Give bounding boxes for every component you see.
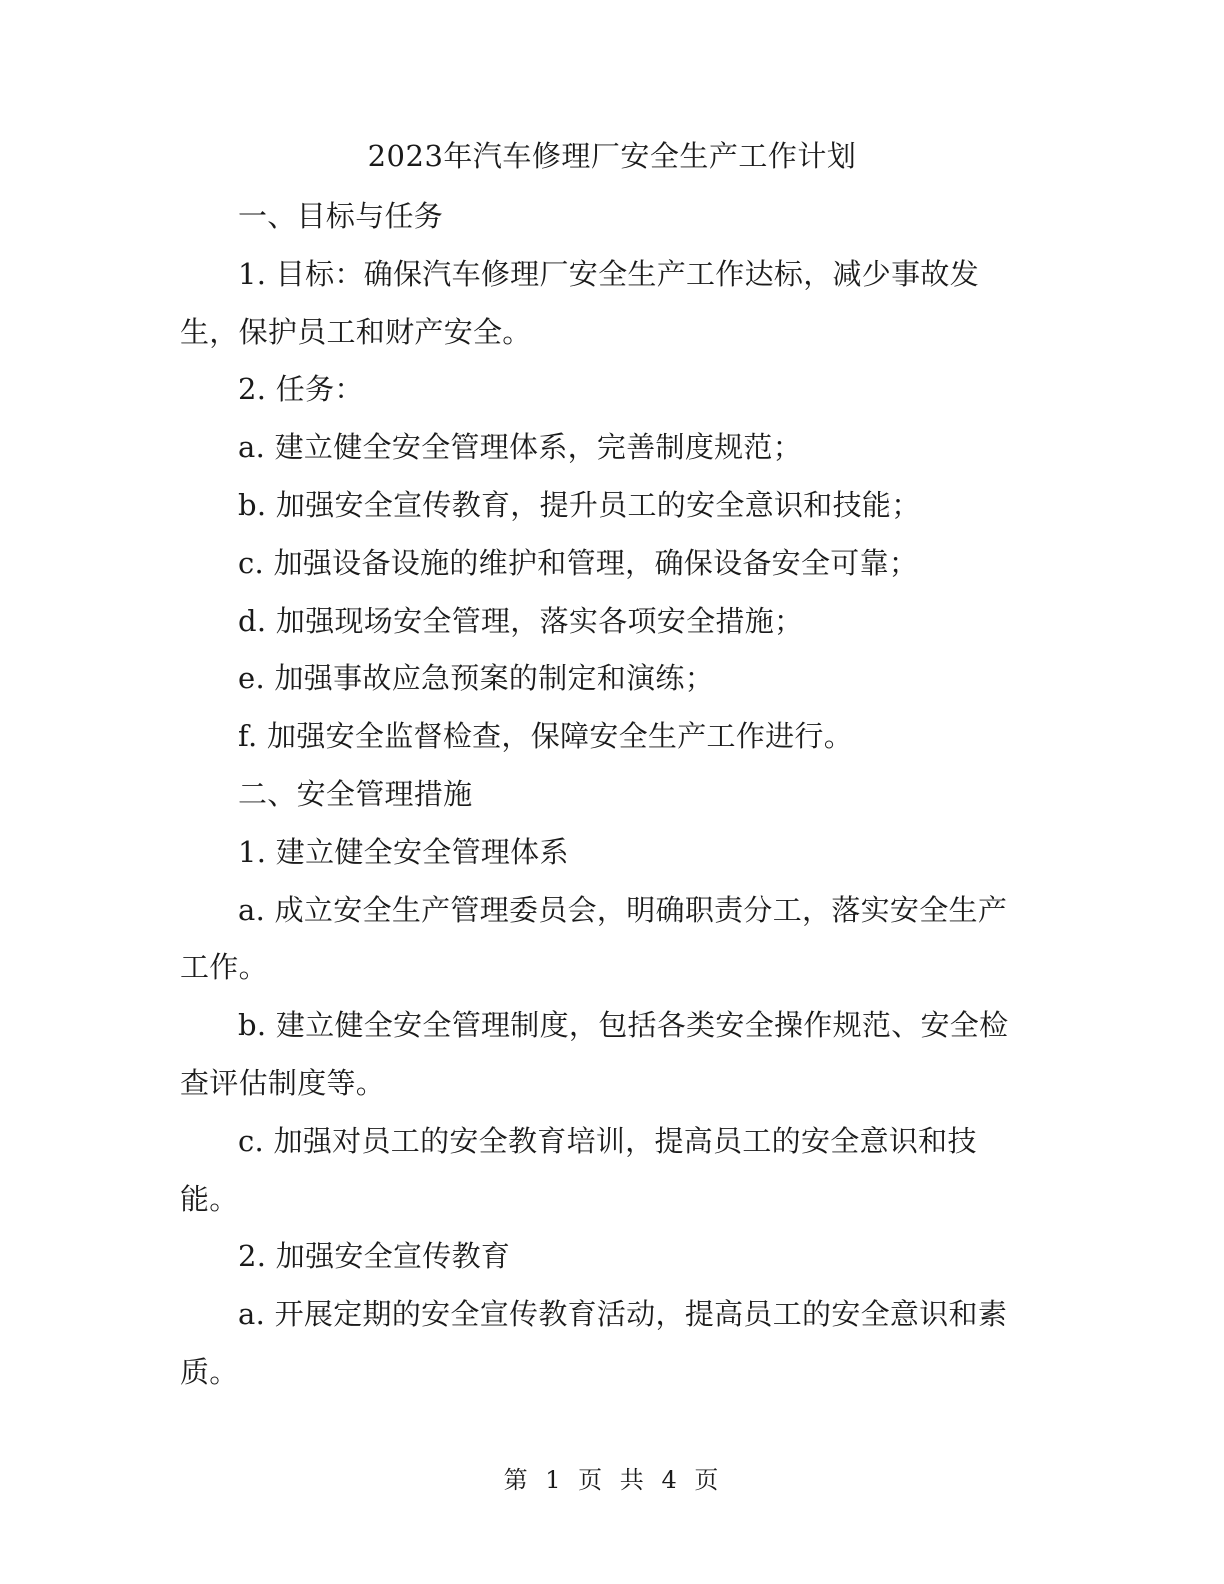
measure-1-item-c: c. 加强对员工的安全教育培训，提高员工的安全意识和技能。: [180, 1123, 977, 1216]
task-item-e: e. 加强事故应急预案的制定和演练；: [238, 661, 714, 696]
section-heading-measures: 二、安全管理措施: [238, 776, 473, 811]
goal-paragraph: 1. 目标：确保汽车修理厂安全生产工作达标，减少事故发生，保护员工和财产安全。: [180, 256, 979, 349]
page-footer: 第 1 页 共 4 页: [503, 1466, 721, 1494]
measure-1-item-b: b. 建立健全安全管理制度，包括各类安全操作规范、安全检查评估制度等。: [180, 1008, 1009, 1100]
task-item-c: c. 加强设备设施的维护和管理，确保设备安全可靠；: [238, 545, 919, 580]
task-item-d: d. 加强现场安全管理，落实各项安全措施；: [238, 603, 804, 638]
document-title: 2023年汽车修理厂安全生产工作计划: [367, 139, 857, 173]
task-item-a: a. 建立健全安全管理体系，完善制度规范；: [238, 430, 803, 465]
measure-heading-1: 1. 建立健全安全管理体系: [238, 834, 569, 869]
measure-2-item-a: a. 开展定期的安全宣传教育活动，提高员工的安全意识和素质。: [180, 1297, 1008, 1389]
tasks-heading: 2. 任务：: [238, 372, 364, 407]
task-item-f: f. 加强安全监督检查，保障安全生产工作进行。: [238, 719, 854, 754]
document-body: [180, 188, 1030, 1402]
measure-heading-2: 2. 加强安全宣传教育: [238, 1239, 511, 1274]
task-item-b: b. 加强安全宣传教育，提升员工的安全意识和技能；: [238, 487, 921, 522]
measure-1-item-a: a. 成立安全生产管理委员会，明确职责分工，落实安全生产工作。: [180, 892, 1008, 985]
section-heading-goals: 一、目标与任务: [238, 199, 444, 233]
